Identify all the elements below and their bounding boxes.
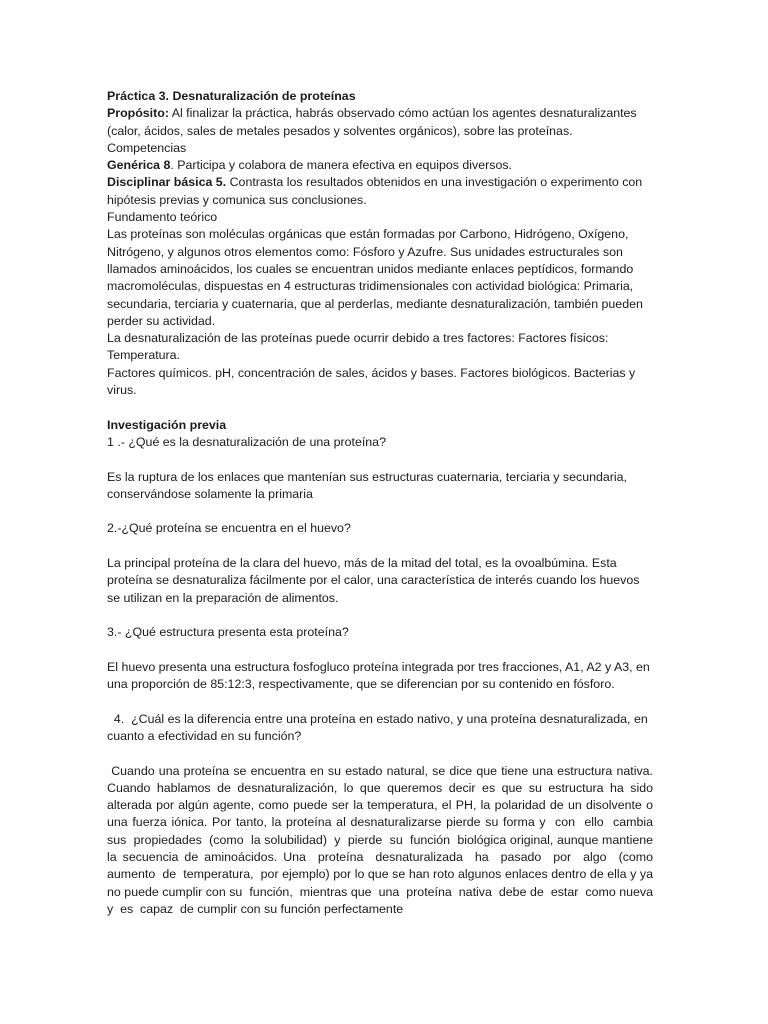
question-2: 2.-¿Qué proteína se encuentra en el huevo? [107, 521, 351, 536]
fundamento-paragraph-3: Factores químicos. pH, concentración de sales, ácidos y bases. Factores biológicos. Bacterias y virus. [107, 365, 636, 398]
spacer [107, 607, 653, 624]
generica-label: Genérica 8 [107, 158, 171, 173]
disciplinar-text: Contrasta los resultados obtenidos en una investigación o experimento con hipótesis previas y comunica sus conclusiones. [107, 175, 643, 207]
spacer [107, 451, 653, 468]
page-title: Práctica 3. Desnaturalización de proteínas [107, 89, 356, 103]
spacer [107, 642, 653, 659]
document-page [107, 88, 660, 918]
answer-3: El huevo presenta una estructura fosfogluco proteína integrada por tres fracciones, A1, A2 y A3, en una proporción de 85:12:3, respectivamente, que se diferencian por su contenido en fósforo. [107, 659, 650, 692]
disciplinar-label: Disciplinar básica 5. [107, 175, 227, 190]
spacer [107, 503, 653, 520]
generica-paragraph [107, 157, 653, 174]
purpose-paragraph [107, 105, 653, 140]
fundamento-heading: Fundamento teórico [107, 210, 218, 225]
spacer [107, 399, 653, 416]
answer-1: Es la ruptura de los enlaces que mantenían sus estructuras cuaternaria, terciaria y secundaria, conservándose solamente la primaria [107, 469, 627, 501]
question-4: 4. ¿Cuál es la diferencia entre una proteína en estado nativo, y una proteína desnaturalizada, en cuanto a efectividad en su función? [107, 711, 652, 743]
spacer [107, 538, 653, 555]
competencias-heading: Competencias [107, 140, 187, 155]
question-3: 3.- ¿Qué estructura presenta esta proteína? [107, 625, 349, 640]
spacer [107, 693, 653, 710]
fundamento-paragraph-1: Las proteínas son moléculas orgánicas que están formadas por Carbono, Hidrógeno, Oxígeno, Nitrógeno, y algunos otros elementos como: Fósforo y Azufre. Sus unidades estructurales son llamados aminoácidos, los cuales se encuentran unidos mediante enlaces peptídicos, formando macromoléculas, dispuestas en 4 estructuras tridimensionales con actividad biológica: Primaria, secundaria, terciaria y cuaternaria, que al perderlas, mediante desnaturalización, también pueden perder su actividad. [107, 227, 643, 328]
purpose-label: Propósito: [107, 106, 169, 121]
purpose-text: Al finalizar la práctica, habrás observado cómo actúan los agentes desnaturalizantes (calor, ácidos, sales de metales pesados y solventes orgánicos), sobre las proteínas. [107, 106, 637, 138]
answer-4: Cuando una proteína se encuentra en su estado natural, se dice que tiene una estructura nativa. Cuando hablamos de desnaturalización, lo que queremos decir es que su estructura ha sido alterada por algún agente, como puede ser la temperatura, el PH, la polaridad de un disolvente o una fuerza iónica. Por tanto, la proteína al desnaturalizarse pierde su forma y con ello cambia sus propiedades (como la solubilidad) y pierde su función biológica original, aunque mantiene la secuencia de aminoácidos. Una proteína desnaturalizada ha pasado por algo (como aumento de temperatura, por ejemplo) por lo que se han roto algunos enlaces dentro de ella y ya no puede cumplir con su función, mientras que una proteína nativa debe de estar como nueva y es capaz de cumplir con su función perfectamente [107, 763, 660, 916]
disciplinar-paragraph [107, 174, 653, 209]
generica-text: . Participa y colabora de manera efectiva en equipos diversos. [170, 158, 512, 173]
question-1: 1 .- ¿Qué es la desnaturalización de una proteína? [107, 434, 386, 449]
investigacion-heading: Investigación previa [107, 417, 227, 432]
fundamento-paragraph-2: La desnaturalización de las proteínas puede ocurrir debido a tres factores: Factores físicos: Temperatura. [107, 331, 609, 363]
answer-2: La principal proteína de la clara del huevo, más de la mitad del total, es la ovoalbúmina. Esta proteína se desnaturaliza fácilmente por el calor, una característica de interés cuando los huevos se utilizan en la preparación de alimentos. [107, 556, 640, 605]
spacer [107, 745, 653, 762]
